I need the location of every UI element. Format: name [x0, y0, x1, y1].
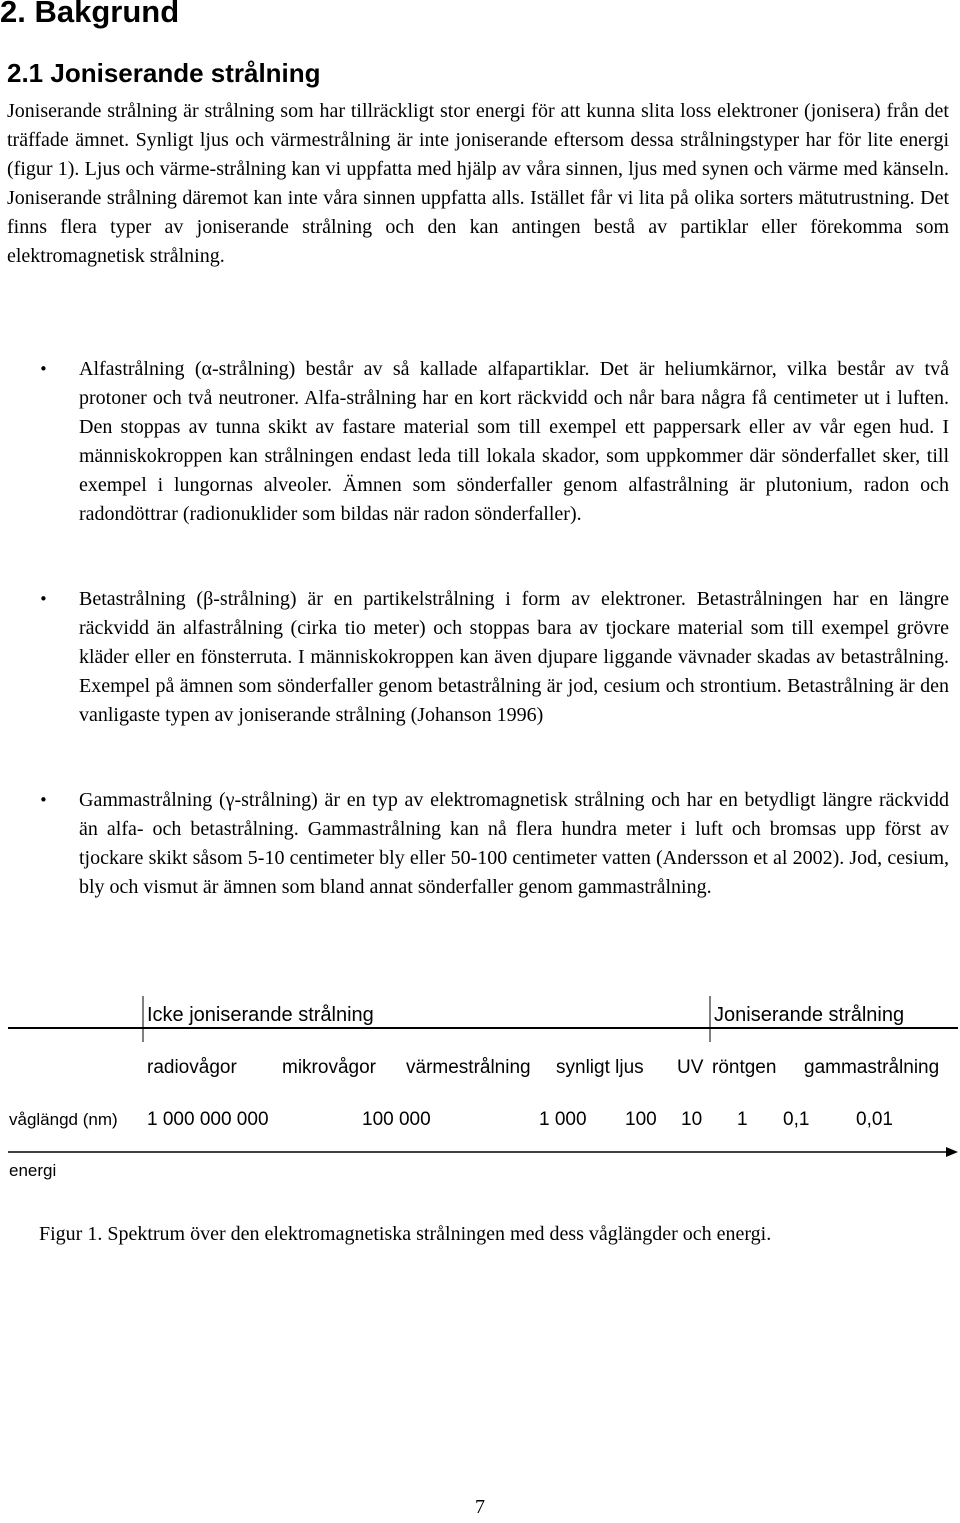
type-visible: synligt ljus — [556, 1057, 644, 1078]
figure-caption: Figur 1. Spektrum över den elektromagnetiska strålningen med dess våglängder och energi. — [39, 1223, 772, 1245]
intro-paragraph: Joniserande strålning är strålning som har tillräckligt stor energi för att kunna slita loss elektroner (jonisera) från det träffade ämnet. Synligt ljus och värmestrålning är inte joniserande eftersom dessa strålningstyper har för lite energi (figur 1). Ljus och värme-strålning kan vi uppfatta med hjälp av våra sinnen, ljus med synen och värme med känseln. Joniserande strålning däremot kan inte våra sinnen uppfatta alls. Istället får vi lita på olika sorters mätutrustning. Det finns flera typer av joniserande strålning och den kan antingen bestå av partiklar eller förekomma som elektromagnetisk strålning. — [7, 100, 949, 267]
type-microwave: mikrovågor — [282, 1057, 376, 1078]
spectrum-figure — [0, 990, 960, 1190]
wavelength-value: 10 — [681, 1109, 703, 1130]
type-gamma: gammastrålning — [804, 1057, 940, 1078]
type-xray: röntgen — [712, 1057, 777, 1078]
type-infrared: värmestrålning — [406, 1057, 531, 1078]
gamma-paragraph: Gammastrålning (γ-strålning) är en typ av elektromagnetisk strålning och har en betydligt längre räckvidd än alfa- och betastrålning. Gammastrålning kan nå flera hundra meter i luft och bromsas upp först av tjockare skikt såsom 5-10 centimeter bly eller 50-100 centimeter vatten (Andersson et al 2002). Jod, cesium, bly och vismut är ämnen som bland annat sönderfaller genom gammastrålning. — [79, 789, 949, 898]
section-heading: 2.1 Joniserande strålning — [7, 58, 321, 88]
wavelength-label: våglängd (nm) — [9, 1110, 118, 1129]
type-uv: UV — [677, 1057, 704, 1078]
bullet-marker: • — [39, 590, 48, 608]
ionizing-label: Joniserande strålning — [714, 1004, 905, 1026]
wavelength-value: 1 000 000 000 — [147, 1109, 269, 1130]
wavelength-value: 0,1 — [783, 1109, 810, 1130]
page-title: 2. Bakgrund — [0, 0, 180, 29]
type-radio: radiovågor — [147, 1057, 237, 1078]
energy-label: energi — [9, 1161, 57, 1180]
wavelength-value: 1 000 — [539, 1109, 587, 1130]
wavelength-value: 1 — [737, 1109, 748, 1130]
wavelength-value: 100 — [625, 1109, 657, 1130]
bullet-marker: • — [39, 360, 48, 378]
beta-paragraph: Betastrålning (β-strålning) är en partikelstrålning i form av elektroner. Betastrålningen har en längre räckvidd än alfastrålning (cirka tio meter) och stoppas bara av tjockare material som till exempel grövre kläder eller en fönsterruta. I människokroppen kan även djupare liggande vävnader skadas av betastrålning. Exempel på ämnen som sönderfaller genom betastrålning är jod, cesium och strontium. Betastrålning är den vanligaste typen av joniserande strålning (Johanson 1996) — [79, 588, 949, 726]
arrow-head-icon — [946, 1147, 958, 1157]
alpha-paragraph: Alfastrålning (α-strålning) består av så kallade alfapartiklar. Det är heliumkärnor, vilka består av två protoner och två neutroner. Alfa-strålning har en kort räckvidd och når bara några få centimeter ut i luften. Den stoppas av tunna skikt av fastare material som till exempel ett pappersark eller av vår egen hud. I människokroppen kan strålningen endast leda till lokala skador, som uppkommer där sönderfallet sker, till exempel i lungornas alveoler. Ämnen som sönderfaller genom alfastrålning är plutonium, radon och radondöttrar (radionuklider som bildas när radon sönderfaller). — [79, 358, 949, 525]
wavelength-value: 0,01 — [856, 1109, 893, 1130]
non-ionizing-label: Icke joniserande strålning — [147, 1004, 374, 1026]
wavelength-value: 100 000 — [362, 1109, 431, 1130]
page-number: 7 — [475, 1496, 485, 1518]
bullet-marker: • — [39, 791, 48, 809]
